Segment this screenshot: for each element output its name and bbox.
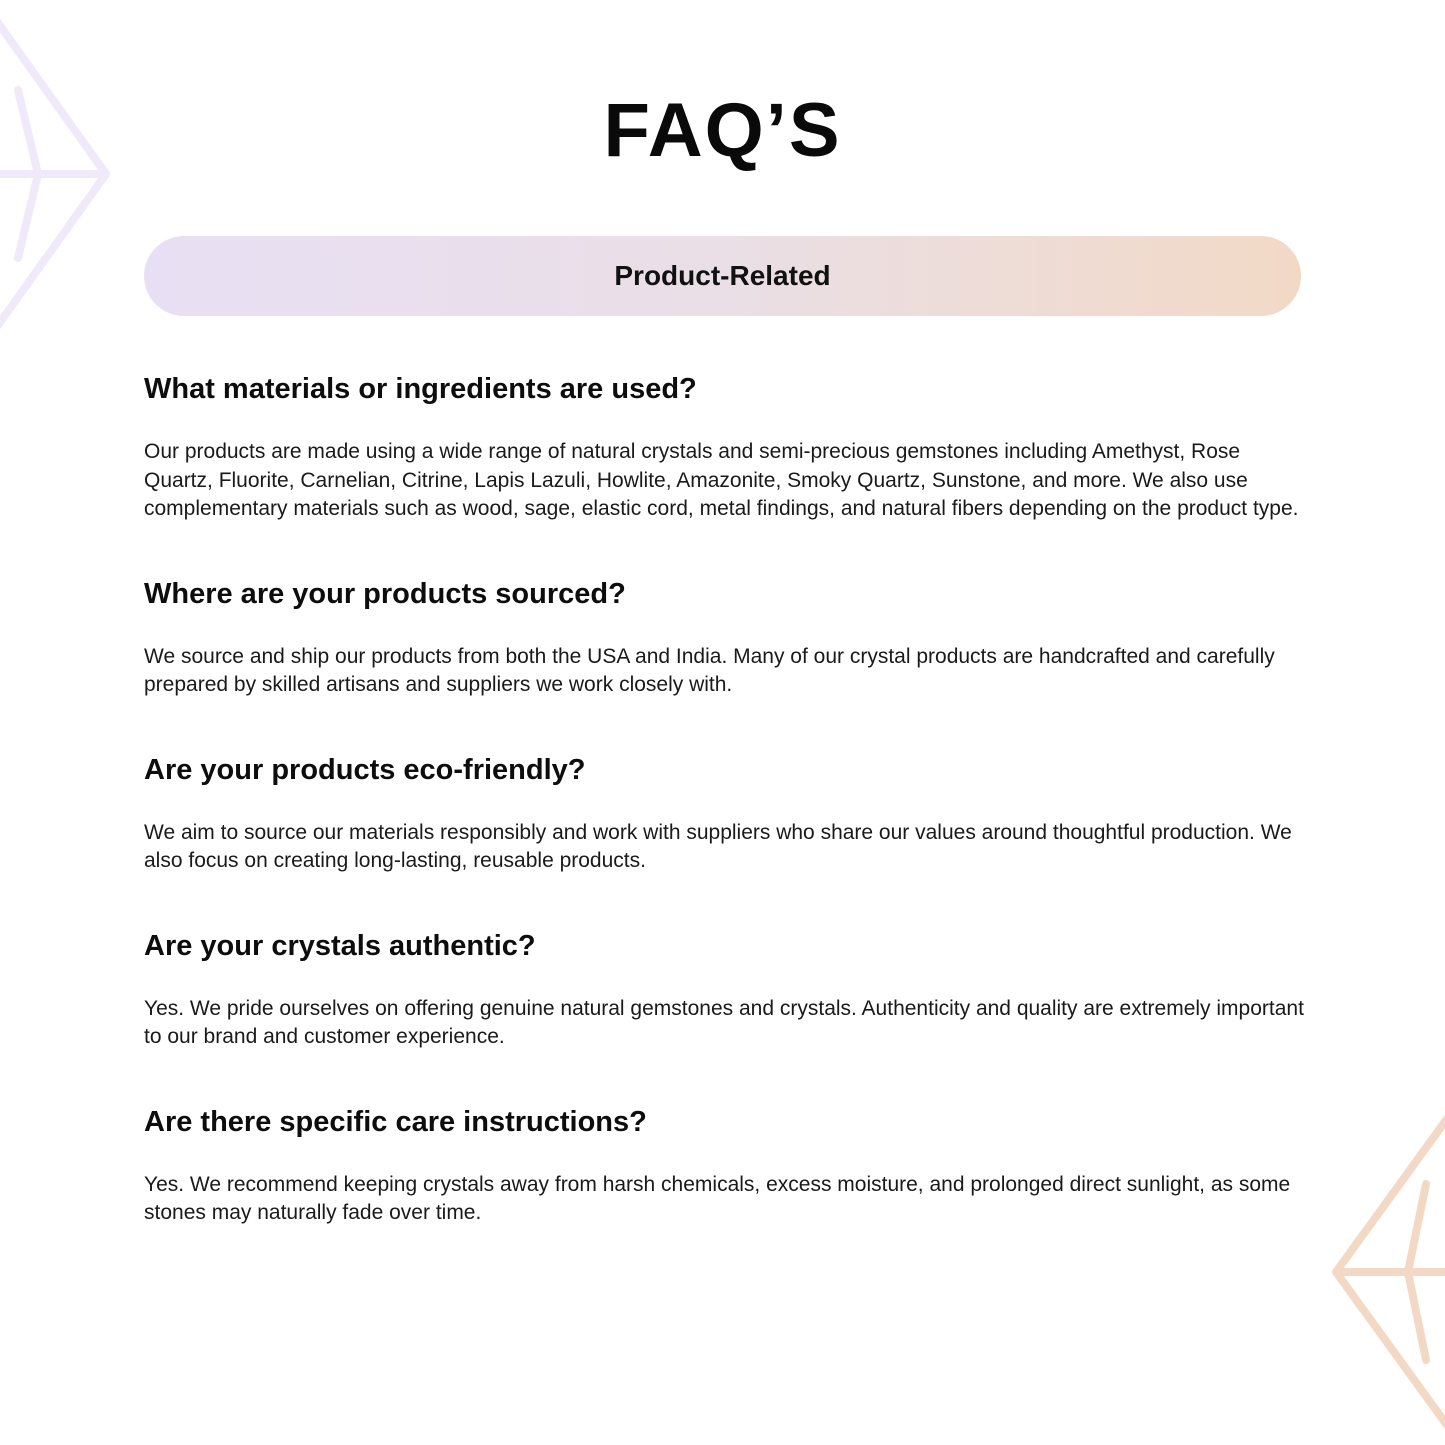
- faq-question: Where are your products sourced?: [144, 577, 626, 610]
- section-header-label: Product-Related: [614, 260, 831, 291]
- section-header-pill: [144, 236, 1301, 316]
- faq-answer: Yes. We recommend keeping crystals away from harsh chemicals, excess moisture, and prolonged direct sunlight, as some stones may naturally fade over time.: [144, 1172, 1291, 1224]
- faq-answer: Yes. We pride ourselves on offering genuine natural gemstones and crystals. Authenticity and quality are extremely important to our brand and customer experience.: [144, 996, 1304, 1048]
- faq-question: Are your crystals authentic?: [144, 929, 536, 962]
- page-title: FAQ’S: [603, 88, 842, 173]
- faq-answer: We aim to source our materials responsibly and work with suppliers who share our values around thoughtful production. We also focus on creating long-lasting, reusable products.: [144, 820, 1292, 872]
- faq-item: [144, 751, 1304, 876]
- faq-question: Are your products eco-friendly?: [144, 753, 586, 786]
- faq-item: [144, 1103, 1304, 1228]
- faq-item: [144, 575, 1304, 700]
- faq-answer: We source and ship our products from both the USA and India. Many of our crystal products are handcrafted and carefully prepared by skilled artisans and suppliers we work closely with.: [144, 644, 1275, 696]
- faq-item: [144, 370, 1304, 524]
- faq-list: [144, 370, 1304, 1279]
- faq-item: [144, 927, 1304, 1052]
- faq-answer: Our products are made using a wide range of natural crystals and semi-precious gemstones including Amethyst, Rose Quartz, Fluorite, Carnelian, Citrine, Lapis Lazuli, Howlite, Amazonite, Smoky Quartz, Sunstone, and more. We also use complementary materials such as wood, sage, elastic cord, metal findings, and natural fibers depending on the product type.: [144, 440, 1299, 520]
- faq-question: What materials or ingredients are used?: [144, 373, 697, 405]
- crystal-outline-icon: [1330, 1110, 1445, 1445]
- faq-question: Are there specific care instructions?: [144, 1105, 647, 1138]
